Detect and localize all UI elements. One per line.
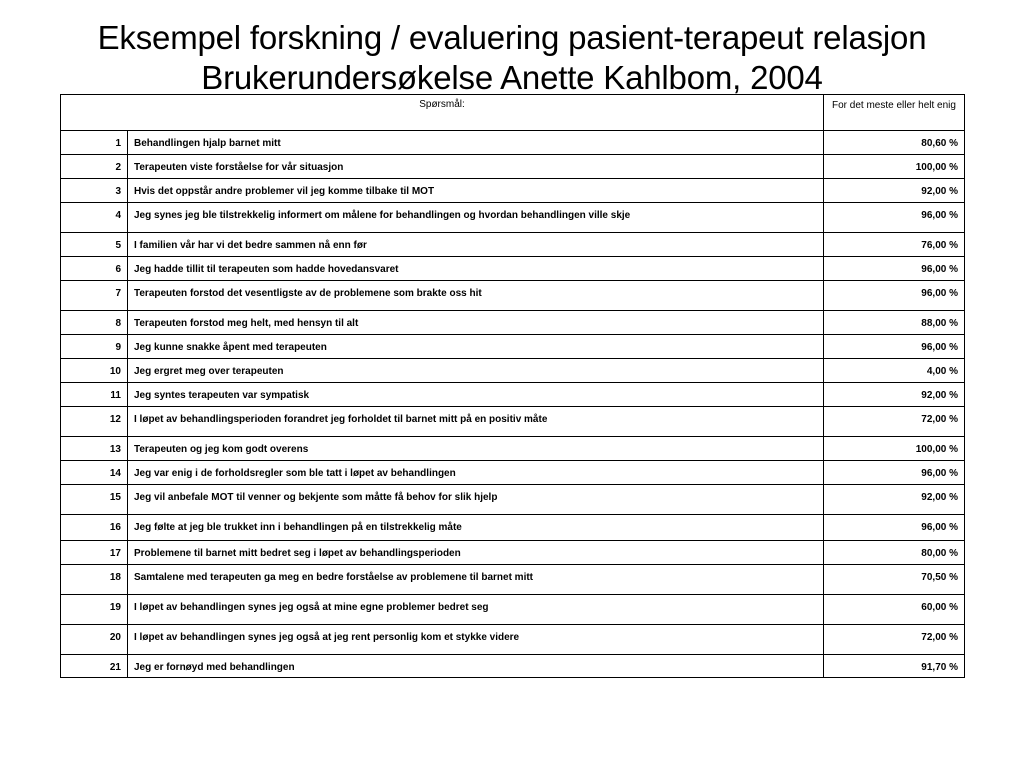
slide-title-line-1: Eksempel forskning / evaluering pasient-terapeut relasjon: [97, 19, 927, 56]
table-row: [61, 407, 965, 437]
row-percentage: 4,00 %: [824, 359, 965, 383]
agree-column-header: For det meste eller helt enig: [824, 95, 965, 131]
table-row: [61, 335, 965, 359]
row-number: 7: [61, 281, 128, 311]
table-header-row: [61, 95, 965, 131]
row-number: 19: [61, 595, 128, 625]
row-percentage: 96,00 %: [824, 461, 965, 485]
row-question: Jeg ergret meg over terapeuten: [128, 359, 824, 383]
row-question: Jeg hadde tillit til terapeuten som hadde hovedansvaret: [128, 257, 824, 281]
row-percentage: 100,00 %: [824, 155, 965, 179]
row-question: Jeg følte at jeg ble trukket inn i behandlingen på en tilstrekkelig måte: [128, 515, 824, 541]
row-question: Jeg var enig i de forholdsregler som ble tatt i løpet av behandlingen: [128, 461, 824, 485]
table-row: [61, 595, 965, 625]
table-row: [61, 179, 965, 203]
row-question: Jeg er fornøyd med behandlingen: [128, 655, 824, 678]
table-row: [61, 565, 965, 595]
row-number: 20: [61, 625, 128, 655]
row-percentage: 60,00 %: [824, 595, 965, 625]
row-number: 5: [61, 233, 128, 257]
table-row: [61, 203, 965, 233]
row-percentage: 92,00 %: [824, 383, 965, 407]
table-row: [61, 131, 965, 155]
row-question: Jeg synes jeg ble tilstrekkelig informert om målene for behandlingen og hvordan behandlingen ville skje: [128, 203, 824, 233]
row-question: Behandlingen hjalp barnet mitt: [128, 131, 824, 155]
row-question: Problemene til barnet mitt bedret seg i løpet av behandlingsperioden: [128, 541, 824, 565]
row-question: Terapeuten og jeg kom godt overens: [128, 437, 824, 461]
question-column-header: Spørsmål:: [61, 95, 824, 131]
row-percentage: 96,00 %: [824, 515, 965, 541]
row-percentage: 96,00 %: [824, 281, 965, 311]
row-number: 8: [61, 311, 128, 335]
row-question: Terapeuten forstod det vesentligste av de problemene som brakte oss hit: [128, 281, 824, 311]
row-question: Hvis det oppstår andre problemer vil jeg komme tilbake til MOT: [128, 179, 824, 203]
table-row: [61, 515, 965, 541]
table-row: [61, 311, 965, 335]
row-number: 13: [61, 437, 128, 461]
row-number: 3: [61, 179, 128, 203]
table-row: [61, 233, 965, 257]
row-number: 18: [61, 565, 128, 595]
row-question: Terapeuten forstod meg helt, med hensyn til alt: [128, 311, 824, 335]
table-row: [61, 281, 965, 311]
table-row: [61, 257, 965, 281]
row-number: 6: [61, 257, 128, 281]
row-percentage: 96,00 %: [824, 335, 965, 359]
row-question: Jeg vil anbefale MOT til venner og bekjente som måtte få behov for slik hjelp: [128, 485, 824, 515]
row-percentage: 72,00 %: [824, 625, 965, 655]
row-question: Samtalene med terapeuten ga meg en bedre forståelse av problemene til barnet mitt: [128, 565, 824, 595]
row-percentage: 96,00 %: [824, 257, 965, 281]
row-question: I løpet av behandlingen synes jeg også at mine egne problemer bedret seg: [128, 595, 824, 625]
table-row: [61, 383, 965, 407]
row-question: Jeg syntes terapeuten var sympatisk: [128, 383, 824, 407]
row-question: Terapeuten viste forståelse for vår situasjon: [128, 155, 824, 179]
row-number: 14: [61, 461, 128, 485]
row-percentage: 96,00 %: [824, 203, 965, 233]
row-number: 11: [61, 383, 128, 407]
row-percentage: 80,60 %: [824, 131, 965, 155]
table-row: [61, 541, 965, 565]
row-question: Jeg kunne snakke åpent med terapeuten: [128, 335, 824, 359]
row-question: I løpet av behandlingsperioden forandret jeg forholdet til barnet mitt på en positiv måte: [128, 407, 824, 437]
row-number: 21: [61, 655, 128, 678]
table-row: [61, 625, 965, 655]
row-number: 12: [61, 407, 128, 437]
row-number: 1: [61, 131, 128, 155]
table-row: [61, 655, 965, 678]
table-row: [61, 155, 965, 179]
table-body: [61, 131, 965, 678]
row-percentage: 92,00 %: [824, 485, 965, 515]
row-percentage: 91,70 %: [824, 655, 965, 678]
row-number: 15: [61, 485, 128, 515]
table-row: [61, 485, 965, 515]
row-number: 10: [61, 359, 128, 383]
table-row: [61, 437, 965, 461]
row-percentage: 72,00 %: [824, 407, 965, 437]
row-number: 9: [61, 335, 128, 359]
row-number: 4: [61, 203, 128, 233]
row-percentage: 88,00 %: [824, 311, 965, 335]
table-row: [61, 359, 965, 383]
row-percentage: 92,00 %: [824, 179, 965, 203]
row-percentage: 76,00 %: [824, 233, 965, 257]
row-question: I løpet av behandlingen synes jeg også at jeg rent personlig kom et stykke videre: [128, 625, 824, 655]
slide-title-line-2: Brukerundersøkelse Anette Kahlbom, 2004: [201, 59, 823, 96]
row-number: 17: [61, 541, 128, 565]
table-row: [61, 461, 965, 485]
row-percentage: 100,00 %: [824, 437, 965, 461]
row-number: 16: [61, 515, 128, 541]
row-percentage: 80,00 %: [824, 541, 965, 565]
row-question: I familien vår har vi det bedre sammen nå enn før: [128, 233, 824, 257]
row-number: 2: [61, 155, 128, 179]
survey-results-table: [60, 94, 965, 678]
row-percentage: 70,50 %: [824, 565, 965, 595]
